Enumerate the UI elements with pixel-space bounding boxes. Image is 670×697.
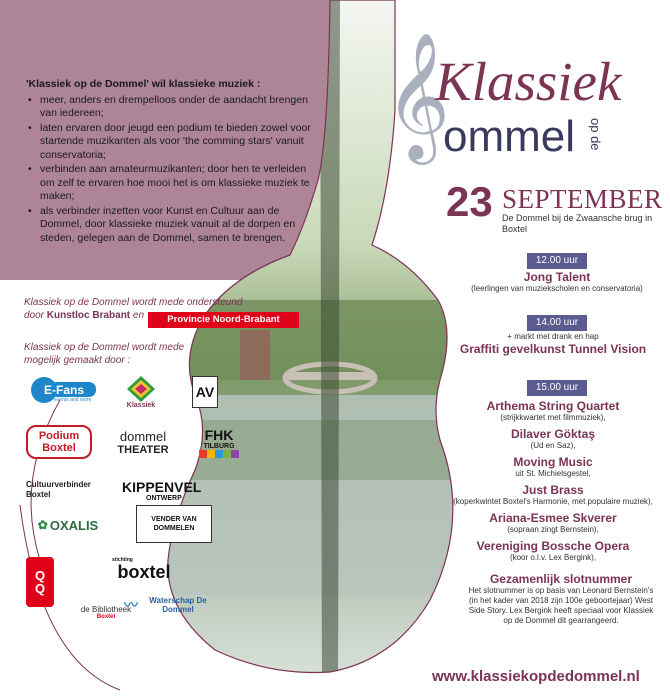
theater-bottom: THEATER (117, 443, 169, 456)
intro-bullet: • als verbinder inzetten voor Kunst en Cultuur aan de Dommel, door klassieke muziek vanuit al de dorpen en steden, gelegen aan de Dommel, samen te brengen. (26, 205, 322, 246)
diamond-icon (127, 376, 155, 402)
date-day: 23 (446, 178, 493, 225)
bibliotheek-sub: Boxtel (96, 613, 116, 620)
klassiek-label: Klassiek (126, 401, 156, 409)
waterschap-logo (124, 590, 216, 620)
act-name: Ariana-Esmee Skverer (489, 511, 617, 525)
act-name: Moving Music (513, 455, 593, 469)
act-desc: (leerlingen van muziekscholen en conservatoria) (471, 284, 643, 293)
intro-bullet: • laten ervaren door jeugd een podium te bieden zowel voor startende muzikanten als voor 'the comming stars' vanuit conservatoria; (26, 122, 322, 163)
kippenvel-logo (122, 478, 242, 502)
cultuur-label: Cultuurverbinder Boxtel (26, 480, 91, 499)
boxtel-label: boxtel (117, 562, 171, 582)
intro-bullet: • verbinden aan amateurmuzikanten; door hen te verleiden om zelf te ervaren hoe mooi het is om klassieke muziek te maken; (26, 163, 322, 204)
oxalis-logo (30, 514, 106, 536)
kippenvel-label: KIPPENVEL (122, 478, 202, 495)
program-block-2 (440, 332, 666, 356)
podium-label: Podium Boxtel (38, 430, 80, 454)
intro-lead: 'Klassiek op de Dommel' wil klassieke muziek : (26, 78, 261, 90)
time-badge: 14.00 uur (527, 315, 587, 331)
time-badge: 15.00 uur (527, 380, 587, 396)
av-label: AV (195, 384, 215, 400)
program-block-3 (440, 399, 666, 563)
fhk-stripes-icon (199, 450, 239, 458)
cultuurverbinder-logo (26, 478, 116, 502)
kunstloc-name: Kunstloc Brabant (46, 309, 131, 321)
act-name: Just Brass (522, 483, 584, 497)
act-name: Dilaver Göktaş (510, 427, 596, 441)
act-name: Jong Talent (523, 270, 591, 284)
boxtel-sub: stichting (112, 557, 133, 563)
act-name: Arthema String Quartet (486, 399, 620, 413)
support-text-2: Klassiek op de Dommel wordt mede mogelijk gemaakt door : (24, 342, 185, 366)
act-desc: (koor o.l.v. Lex Bergink), (509, 553, 597, 562)
finale-desc: Het slotnummer is op basis van Leonard Bernstein's (in het kader van 2018 zijn 100e geboortejaar) West Side Story. Lex Bergink heeft speciaal voor Klassiek op de Dommel dit gearrangeerd. (468, 586, 654, 625)
fhk-label: FHK (204, 426, 234, 443)
act-desc: (Ud en Saz), (530, 441, 576, 450)
oxalis-icon: ✿ (37, 518, 48, 532)
intro-text (26, 78, 322, 246)
support-line: door (24, 309, 45, 321)
brand-dommel: ommel (443, 112, 576, 161)
q-icon: Q Q (34, 568, 46, 596)
support-line: Klassiek op de Dommel wordt mede ondersteund (24, 297, 243, 308)
efans-sub: events and more (54, 397, 92, 403)
brand-logo (385, 31, 635, 170)
act-desc: (koperkwintet Boxtel's Harmonie, met populaire muziek), (453, 497, 653, 506)
av-logo (192, 376, 218, 408)
finale-name: Gezamenlijk slotnummer (489, 572, 633, 586)
boxtel-logo (112, 556, 176, 582)
fhk-logo (196, 422, 242, 462)
time-badge: 12.00 uur (527, 253, 587, 269)
finale-block (468, 572, 654, 626)
act-desc: (sopraan zingt Bernstein), (507, 525, 599, 534)
podium-boxtel-logo (26, 425, 92, 459)
theater-top: dommel (119, 428, 167, 444)
act-note: + markt met drank en hap (507, 332, 599, 341)
waterschap-label: Waterschap De Dommel (149, 596, 207, 614)
vender-logo (136, 505, 212, 543)
date-month: SEPTEMBER (502, 184, 663, 214)
bibliotheek-label: de Bibliotheek (80, 604, 132, 614)
waterschap-icon: 〰 (124, 597, 138, 613)
date-location: De Dommel bij de Zwaansche brug in Boxtel (502, 213, 653, 234)
support-line: en (132, 309, 145, 321)
province-badge: Provincie Noord-Brabant (148, 312, 299, 328)
intro-bullet: • meer, anders en drempelloos onder de aandacht brengen van iedereen; (26, 94, 322, 121)
brand-op-de: op de (588, 118, 603, 151)
q-logo (26, 557, 54, 607)
efans-logo (30, 375, 98, 405)
act-desc: (strijkkwartet met filmmuziek), (500, 413, 606, 422)
fhk-sub: TILBURG (203, 442, 235, 450)
website-url: www.klassiekopdedommel.nl (432, 668, 640, 685)
intro-list (26, 94, 322, 246)
klassiek-logo (118, 372, 164, 412)
photo-credit: foto: Johan van Gurp/AvenveyBD (324, 486, 331, 590)
act-name: Vereniging Bossche Opera (476, 539, 630, 553)
kippenvel-sub: ONTWERP (146, 494, 182, 502)
dommel-theater-logo (106, 424, 180, 460)
oxalis-label: OXALIS (49, 517, 99, 533)
vender-label: VENDER VAN DOMMELEN (151, 516, 197, 532)
brand-klassiek: Klassiek (435, 51, 622, 112)
act-name: Graffiti gevelkunst Tunnel Vision (459, 342, 647, 356)
act-desc: uit St. Michielsgestel, (515, 469, 591, 478)
program-block-1 (450, 270, 664, 294)
efans-label: E-Fans (43, 383, 84, 397)
treble-clef-icon: 𝄞 (385, 31, 451, 159)
